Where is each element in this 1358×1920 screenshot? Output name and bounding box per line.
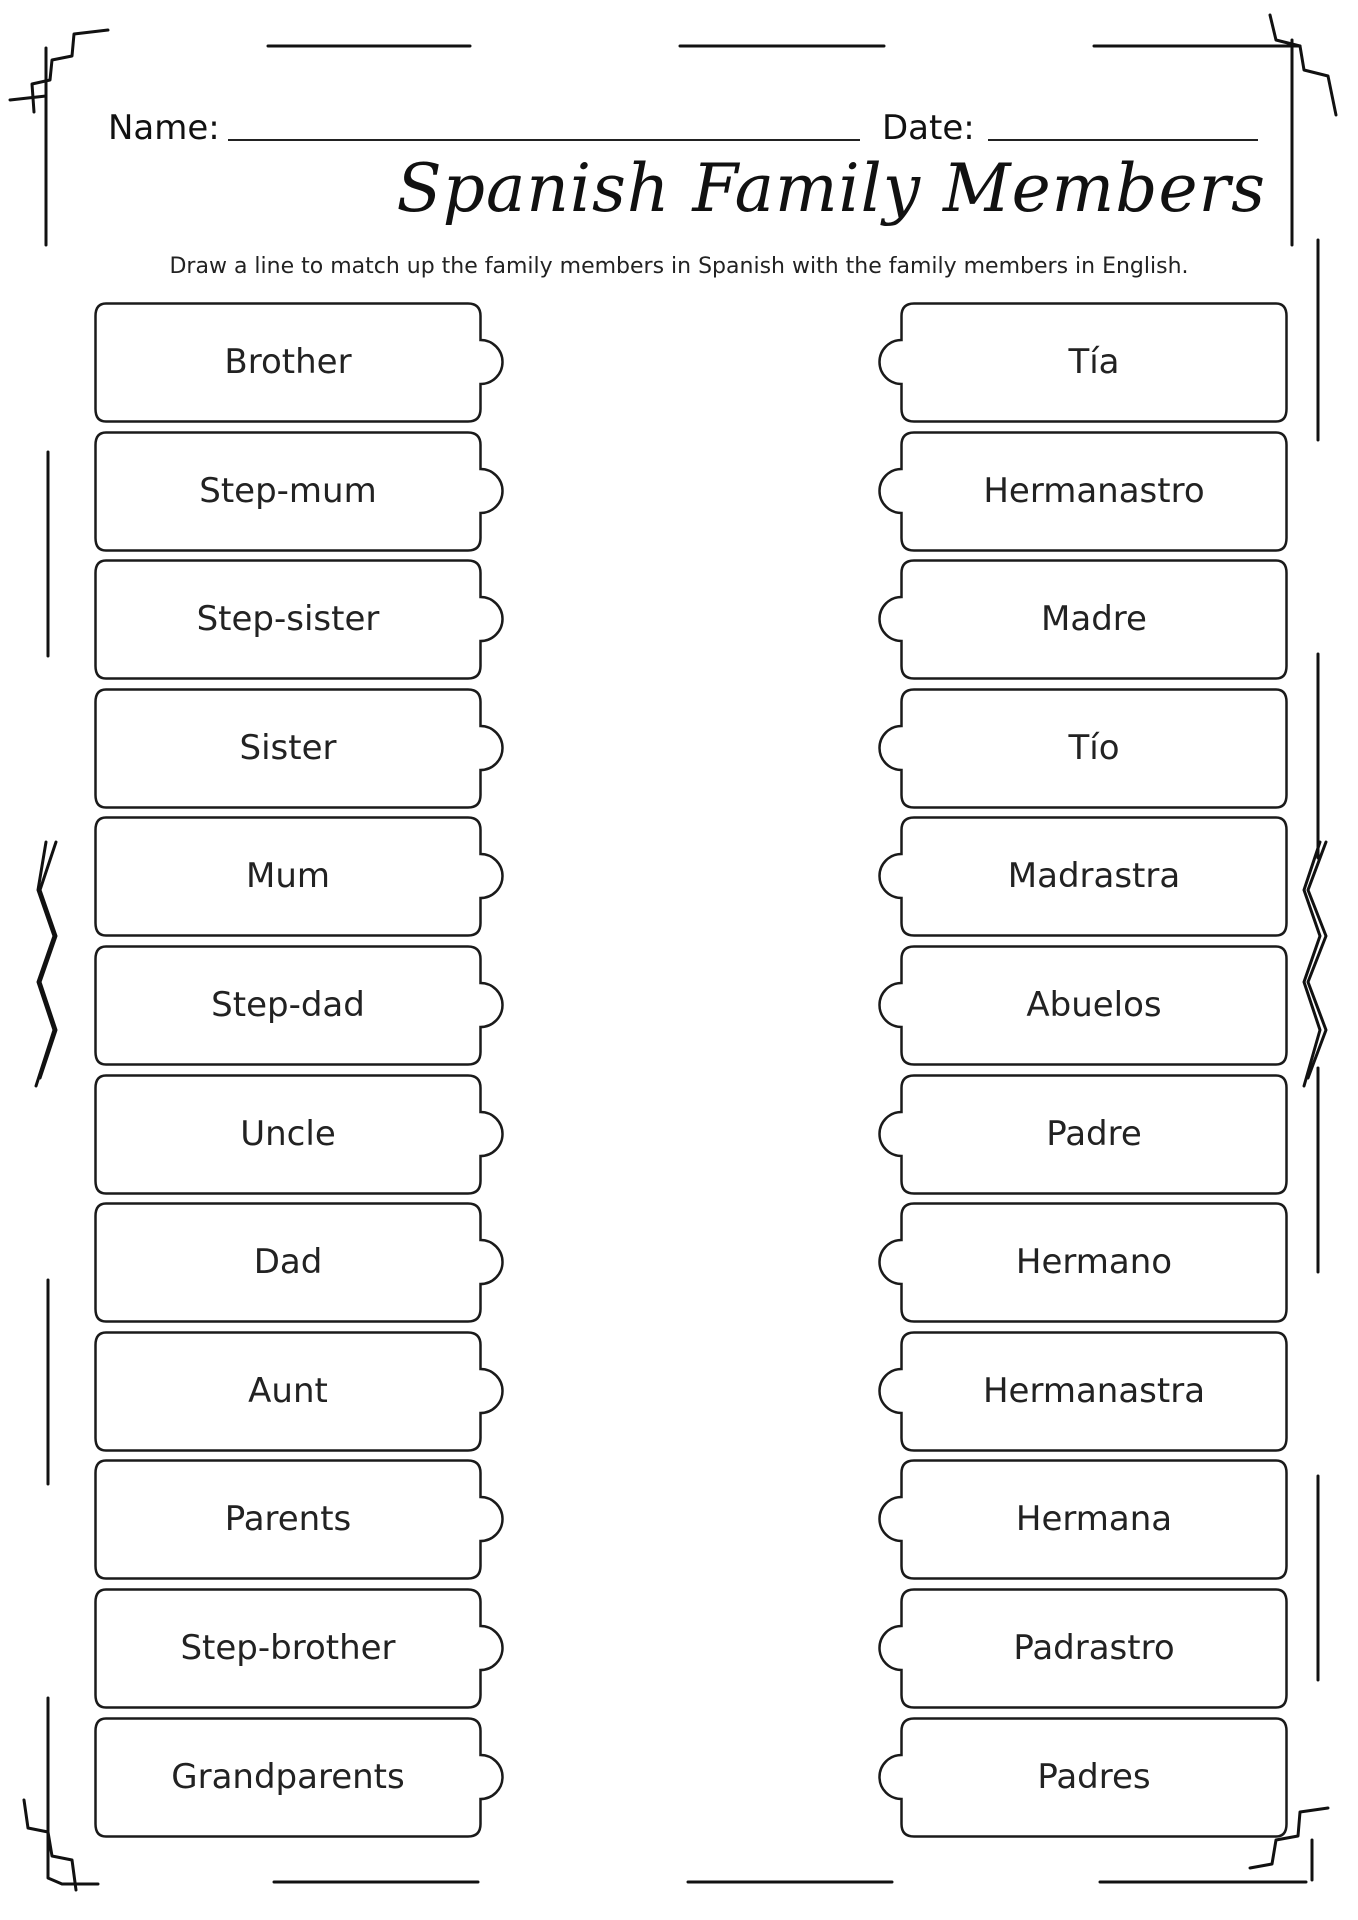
english-word: Parents xyxy=(224,1499,352,1540)
spanish-word: Tío xyxy=(1068,727,1120,768)
english-word: Step-sister xyxy=(196,599,380,640)
name-label: Name: xyxy=(108,108,220,148)
spanish-column xyxy=(858,302,1288,1845)
english-word: Brother xyxy=(224,342,352,382)
english-card[interactable] xyxy=(94,688,524,809)
english-card[interactable] xyxy=(94,431,524,552)
english-column xyxy=(94,302,524,1845)
english-card[interactable] xyxy=(94,559,524,680)
english-card[interactable] xyxy=(94,1459,524,1580)
worksheet-title: Spanish Family Members xyxy=(396,150,1266,227)
date-label: Date: xyxy=(882,108,975,148)
spanish-card[interactable] xyxy=(858,1588,1288,1709)
spanish-word: Hermanastra xyxy=(982,1370,1206,1411)
spanish-word: Padrastro xyxy=(1013,1627,1175,1668)
spanish-card[interactable] xyxy=(858,1459,1288,1580)
spanish-card[interactable] xyxy=(858,431,1288,552)
spanish-word: Padre xyxy=(1046,1113,1142,1154)
english-word: Uncle xyxy=(240,1113,336,1154)
spanish-word: Abuelos xyxy=(1026,984,1162,1025)
english-card[interactable] xyxy=(94,1331,524,1452)
spanish-card[interactable] xyxy=(858,559,1288,680)
english-card[interactable] xyxy=(94,1202,524,1323)
spanish-card[interactable] xyxy=(858,945,1288,1066)
english-card[interactable] xyxy=(94,816,524,937)
english-word: Mum xyxy=(245,856,330,897)
english-word: Step-dad xyxy=(211,984,365,1025)
instructions: Draw a line to match up the family members in Spanish with the family members in English. xyxy=(169,254,1189,279)
spanish-card[interactable] xyxy=(858,1202,1288,1323)
spanish-card[interactable] xyxy=(858,816,1288,937)
spanish-word: Madrastra xyxy=(1007,856,1181,897)
english-word: Step-mum xyxy=(199,470,377,511)
spanish-word: Padres xyxy=(1037,1756,1151,1797)
english-word: Grandparents xyxy=(171,1756,405,1797)
spanish-word: Hermana xyxy=(1015,1499,1173,1540)
english-card[interactable] xyxy=(94,945,524,1066)
spanish-card[interactable] xyxy=(858,1331,1288,1452)
english-card[interactable] xyxy=(94,1717,524,1838)
spanish-card[interactable] xyxy=(858,1074,1288,1195)
spanish-word: Tía xyxy=(1068,342,1120,382)
spanish-card[interactable] xyxy=(858,688,1288,809)
date-input-line[interactable] xyxy=(988,139,1258,141)
spanish-word: Hermano xyxy=(1015,1242,1173,1283)
spanish-word: Madre xyxy=(1041,599,1147,640)
english-word: Dad xyxy=(253,1242,323,1283)
name-input-line[interactable] xyxy=(228,139,860,141)
english-word: Step-brother xyxy=(180,1627,396,1668)
english-card[interactable] xyxy=(94,302,524,423)
spanish-card[interactable] xyxy=(858,1717,1288,1838)
english-word: Aunt xyxy=(248,1370,328,1411)
english-card[interactable] xyxy=(94,1074,524,1195)
english-card[interactable] xyxy=(94,1588,524,1709)
spanish-word: Hermanastro xyxy=(983,470,1205,511)
english-word: Sister xyxy=(239,727,337,768)
spanish-card[interactable] xyxy=(858,302,1288,423)
